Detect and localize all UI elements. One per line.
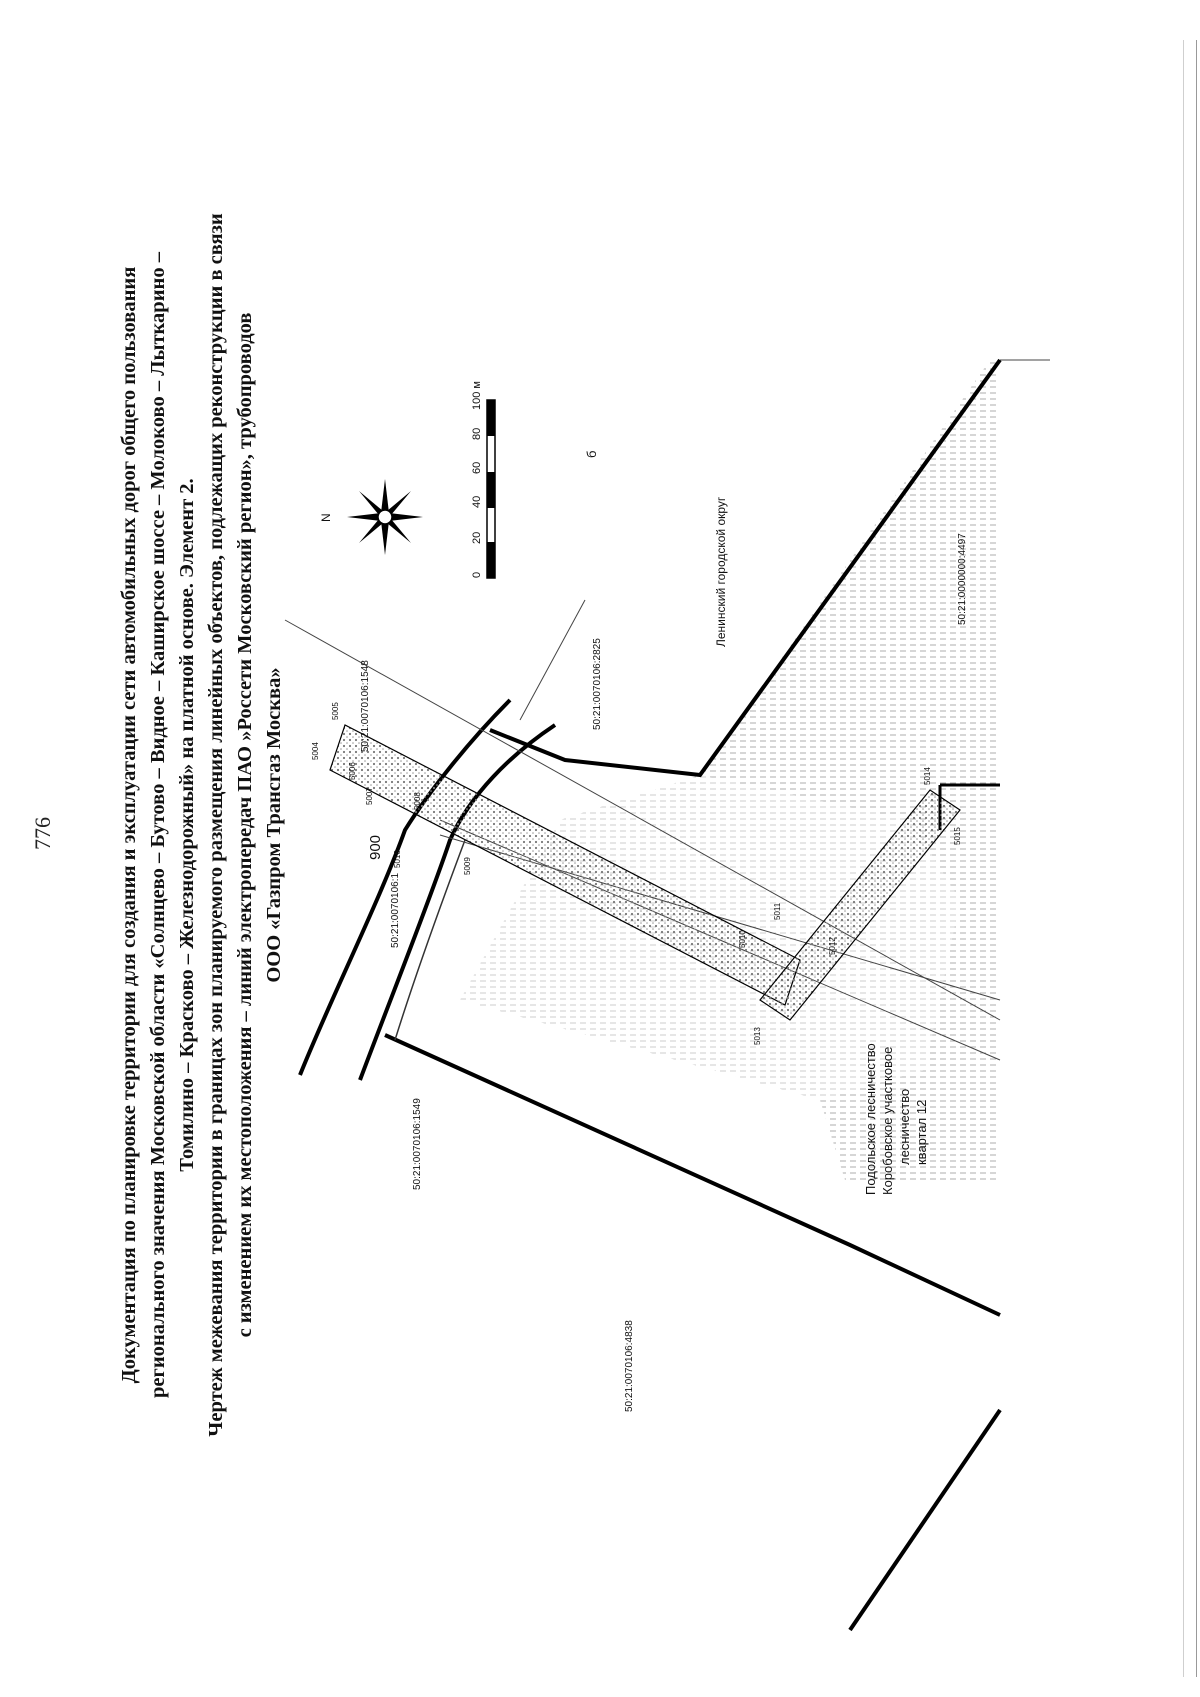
scale-tick: 20 (471, 531, 483, 544)
parcel-number-label: 50:21:0070106:1549 (412, 1098, 423, 1190)
point-number: 5013 (753, 1027, 762, 1045)
point-number: 5014 (923, 767, 932, 785)
title-line: ООО «Газпром Трансгаз Москва» (263, 667, 285, 983)
title-line: регионального значения Московской области «Солнцево – Бутово – Видное – Каширское шоссе – Молоково – Лыткарино – (147, 252, 169, 1398)
compass-label: N (319, 513, 333, 522)
parcel-number-label: 50:21:0070106:1548 (360, 660, 371, 752)
page-number: 776 (30, 817, 55, 850)
point-number: 5005 (331, 702, 340, 720)
forestry-label: лесничество (897, 1088, 912, 1165)
point-number: 5011 (773, 902, 782, 920)
title-line: с изменением их местоположения – линий электропередач ПАО »Россети Московский регион», трубопроводов (234, 312, 256, 1338)
road-line (395, 840, 465, 1040)
point-number: 5008 (413, 792, 422, 810)
parcel-number-label: 50:21:0070106:1 (390, 872, 401, 948)
point-number: 5004 (311, 742, 320, 760)
scale-tick: 0 (471, 571, 483, 578)
forestry-label: Подольское лесничество (863, 1043, 878, 1195)
zone-label: б (584, 450, 599, 458)
title-line: Томилино – Красково – Железнодорожный» на платной основе. Элемент 2. (176, 478, 198, 1172)
scale-tick: 100 м (471, 381, 483, 410)
point-number: 5010 (738, 930, 747, 948)
compass-rose-icon (347, 479, 423, 555)
parcel-number-label: 50:21:0070106:2825 (592, 638, 603, 730)
scale-bar (487, 400, 495, 578)
title-line: Документация по планировке территории для создания и эксплуатации сети автомобильных дорог общего пользования (118, 266, 140, 1384)
point-number: 5015 (953, 827, 962, 845)
title-line: Чертеж межевания территории в границах зон планируемого размещения линейных объектов, подлежащих реконструкции в связи (205, 213, 227, 1437)
point-number: 5006 (348, 762, 357, 780)
parcel-number-label: 50:21:0070106:4838 (624, 1320, 635, 1412)
cadastral-line (520, 600, 585, 720)
scale-tick: 60 (471, 461, 483, 474)
parcel-number-label: 50:21:0000000:4497 (957, 533, 968, 625)
point-number: 5007 (365, 787, 374, 805)
boundary-line (850, 1410, 1000, 1630)
number-label: 900 (367, 834, 384, 860)
point-number: 5012 (828, 937, 837, 955)
point-number: 5009 (463, 857, 472, 875)
point-number: 5016 (393, 850, 402, 868)
forestry-label: Коробовское участковое (880, 1046, 895, 1195)
scale-ticks (471, 381, 483, 578)
district-label: Ленинский городской округ (714, 496, 728, 647)
scale-tick: 40 (471, 495, 483, 508)
forestry-label: квартал 12 (914, 1099, 929, 1165)
scale-tick: 80 (471, 427, 483, 440)
